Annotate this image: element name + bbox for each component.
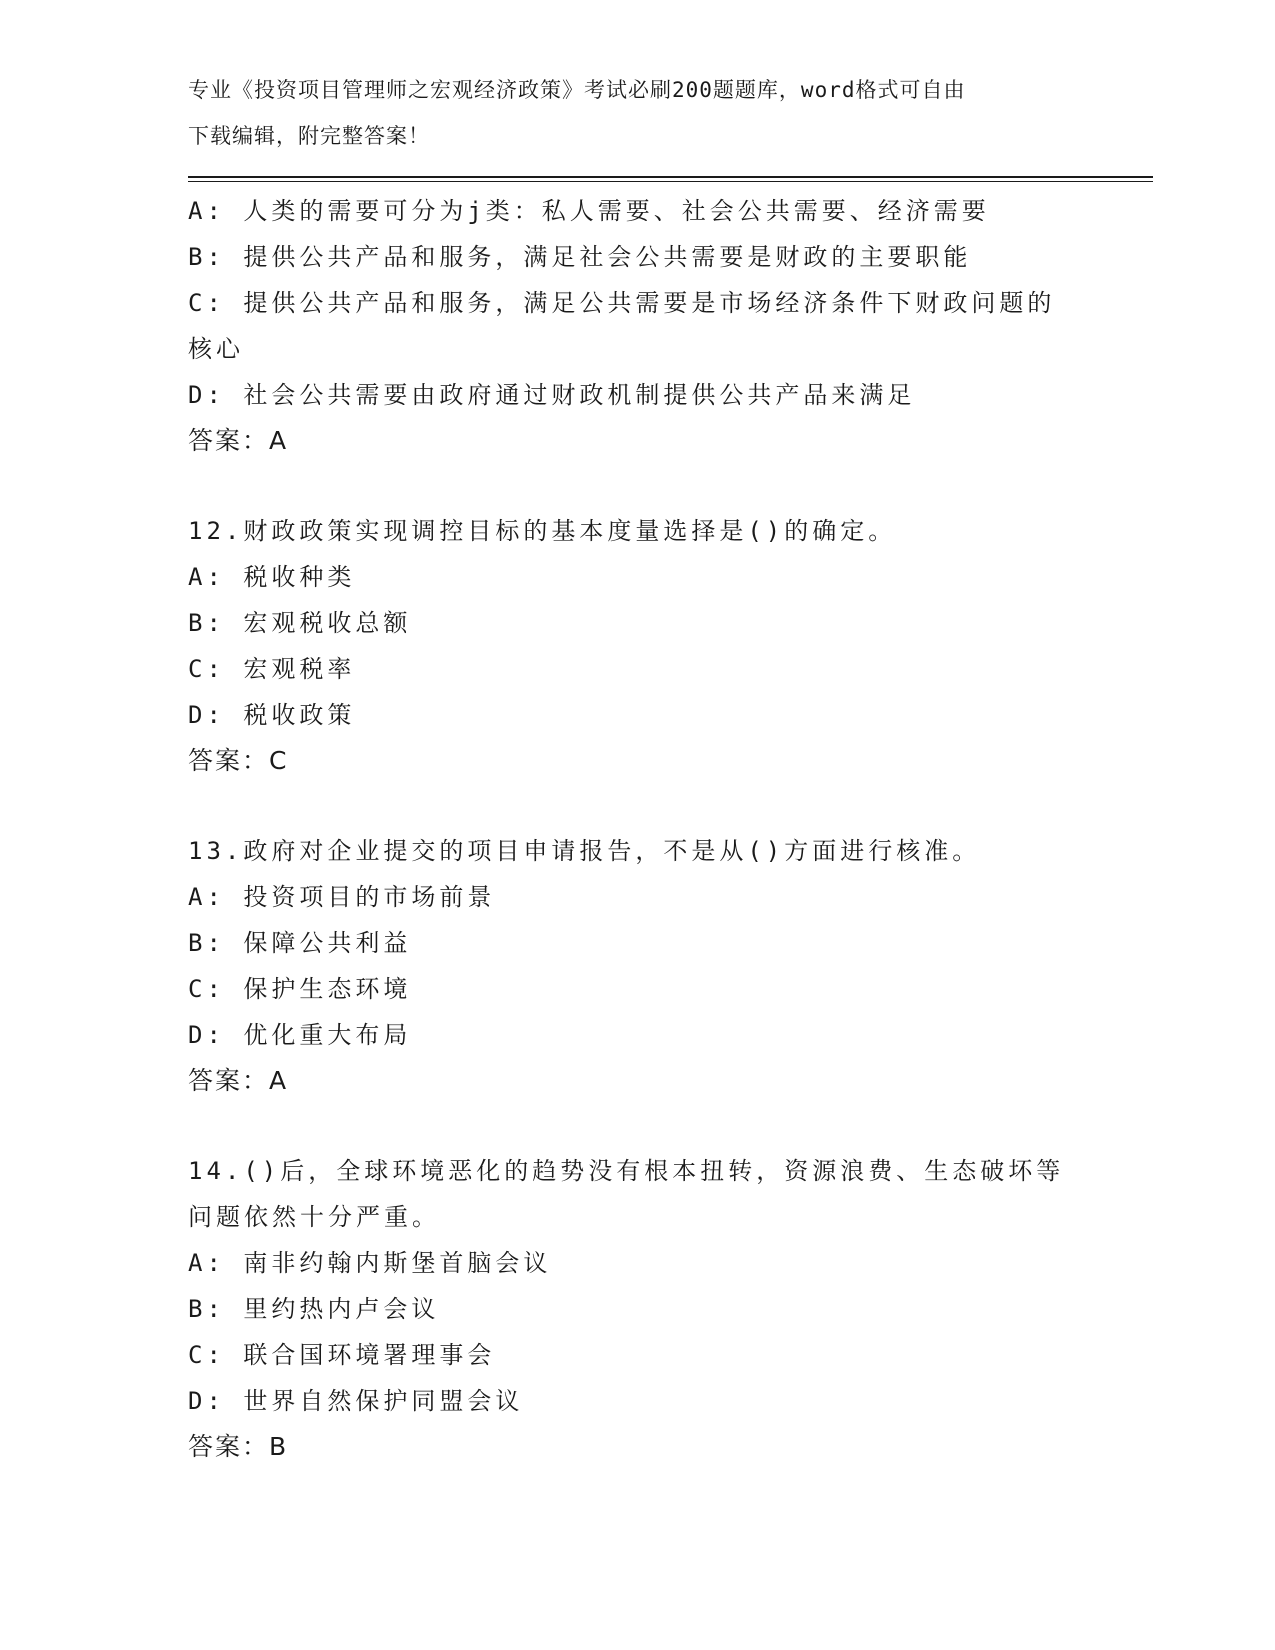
document-header (188, 72, 1088, 164)
question-stem-continued: 问题依然十分严重。 (188, 1203, 440, 1231)
option-b: B: 提供公共产品和服务，满足社会公共需要是财政的主要职能 (188, 243, 972, 271)
option-c: C: 宏观税率 (188, 655, 356, 683)
header-divider-thin (188, 181, 1153, 182)
option-d: D: 优化重大布局 (188, 1021, 412, 1049)
question-14 (188, 1148, 1088, 1470)
option-c: C: 联合国环境署理事会 (188, 1341, 496, 1369)
option-b: B: 里约热内卢会议 (188, 1295, 440, 1323)
header-line-1: 专业《投资项目管理师之宏观经济政策》考试必刷200题题库，word格式可自由 (188, 78, 966, 102)
answer: 答案：A (188, 1066, 289, 1095)
question-13 (188, 828, 1088, 1104)
option-d: D: 世界自然保护同盟会议 (188, 1387, 524, 1415)
spacer (188, 464, 1088, 508)
option-c: C: 保护生态环境 (188, 975, 412, 1003)
question-stem: 12.财政政策实现调控目标的基本度量选择是()的确定。 (188, 517, 897, 545)
answer: 答案：B (188, 1432, 289, 1461)
question-12 (188, 508, 1088, 784)
option-a: A: 投资项目的市场前景 (188, 883, 496, 911)
option-d: D: 社会公共需要由政府通过财政机制提供公共产品来满足 (188, 381, 916, 409)
answer: 答案：C (188, 746, 289, 775)
option-b: B: 宏观税收总额 (188, 609, 412, 637)
option-a: A: 人类的需要可分为j类：私人需要、社会公共需要、经济需要 (188, 197, 990, 225)
option-b: B: 保障公共利益 (188, 929, 412, 957)
question-11 (188, 188, 1088, 464)
question-stem: 14.()后，全球环境恶化的趋势没有根本扭转，资源浪费、生态破坏等 (188, 1157, 1065, 1185)
option-c: C: 提供公共产品和服务，满足公共需要是市场经济条件下财政问题的 (188, 289, 1056, 317)
option-c-continued: 核心 (188, 335, 244, 363)
answer: 答案：A (188, 426, 289, 455)
header-line-2: 下载编辑，附完整答案！ (188, 124, 430, 148)
header-divider-thick (188, 176, 1153, 178)
document-page (188, 0, 1153, 1650)
spacer (188, 784, 1088, 828)
question-stem: 13.政府对企业提交的项目申请报告，不是从()方面进行核准。 (188, 837, 981, 865)
spacer (188, 1104, 1088, 1148)
option-a: A: 南非约翰内斯堡首脑会议 (188, 1249, 552, 1277)
option-d: D: 税收政策 (188, 701, 356, 729)
question-list (188, 188, 1088, 1470)
option-a: A: 税收种类 (188, 563, 356, 591)
